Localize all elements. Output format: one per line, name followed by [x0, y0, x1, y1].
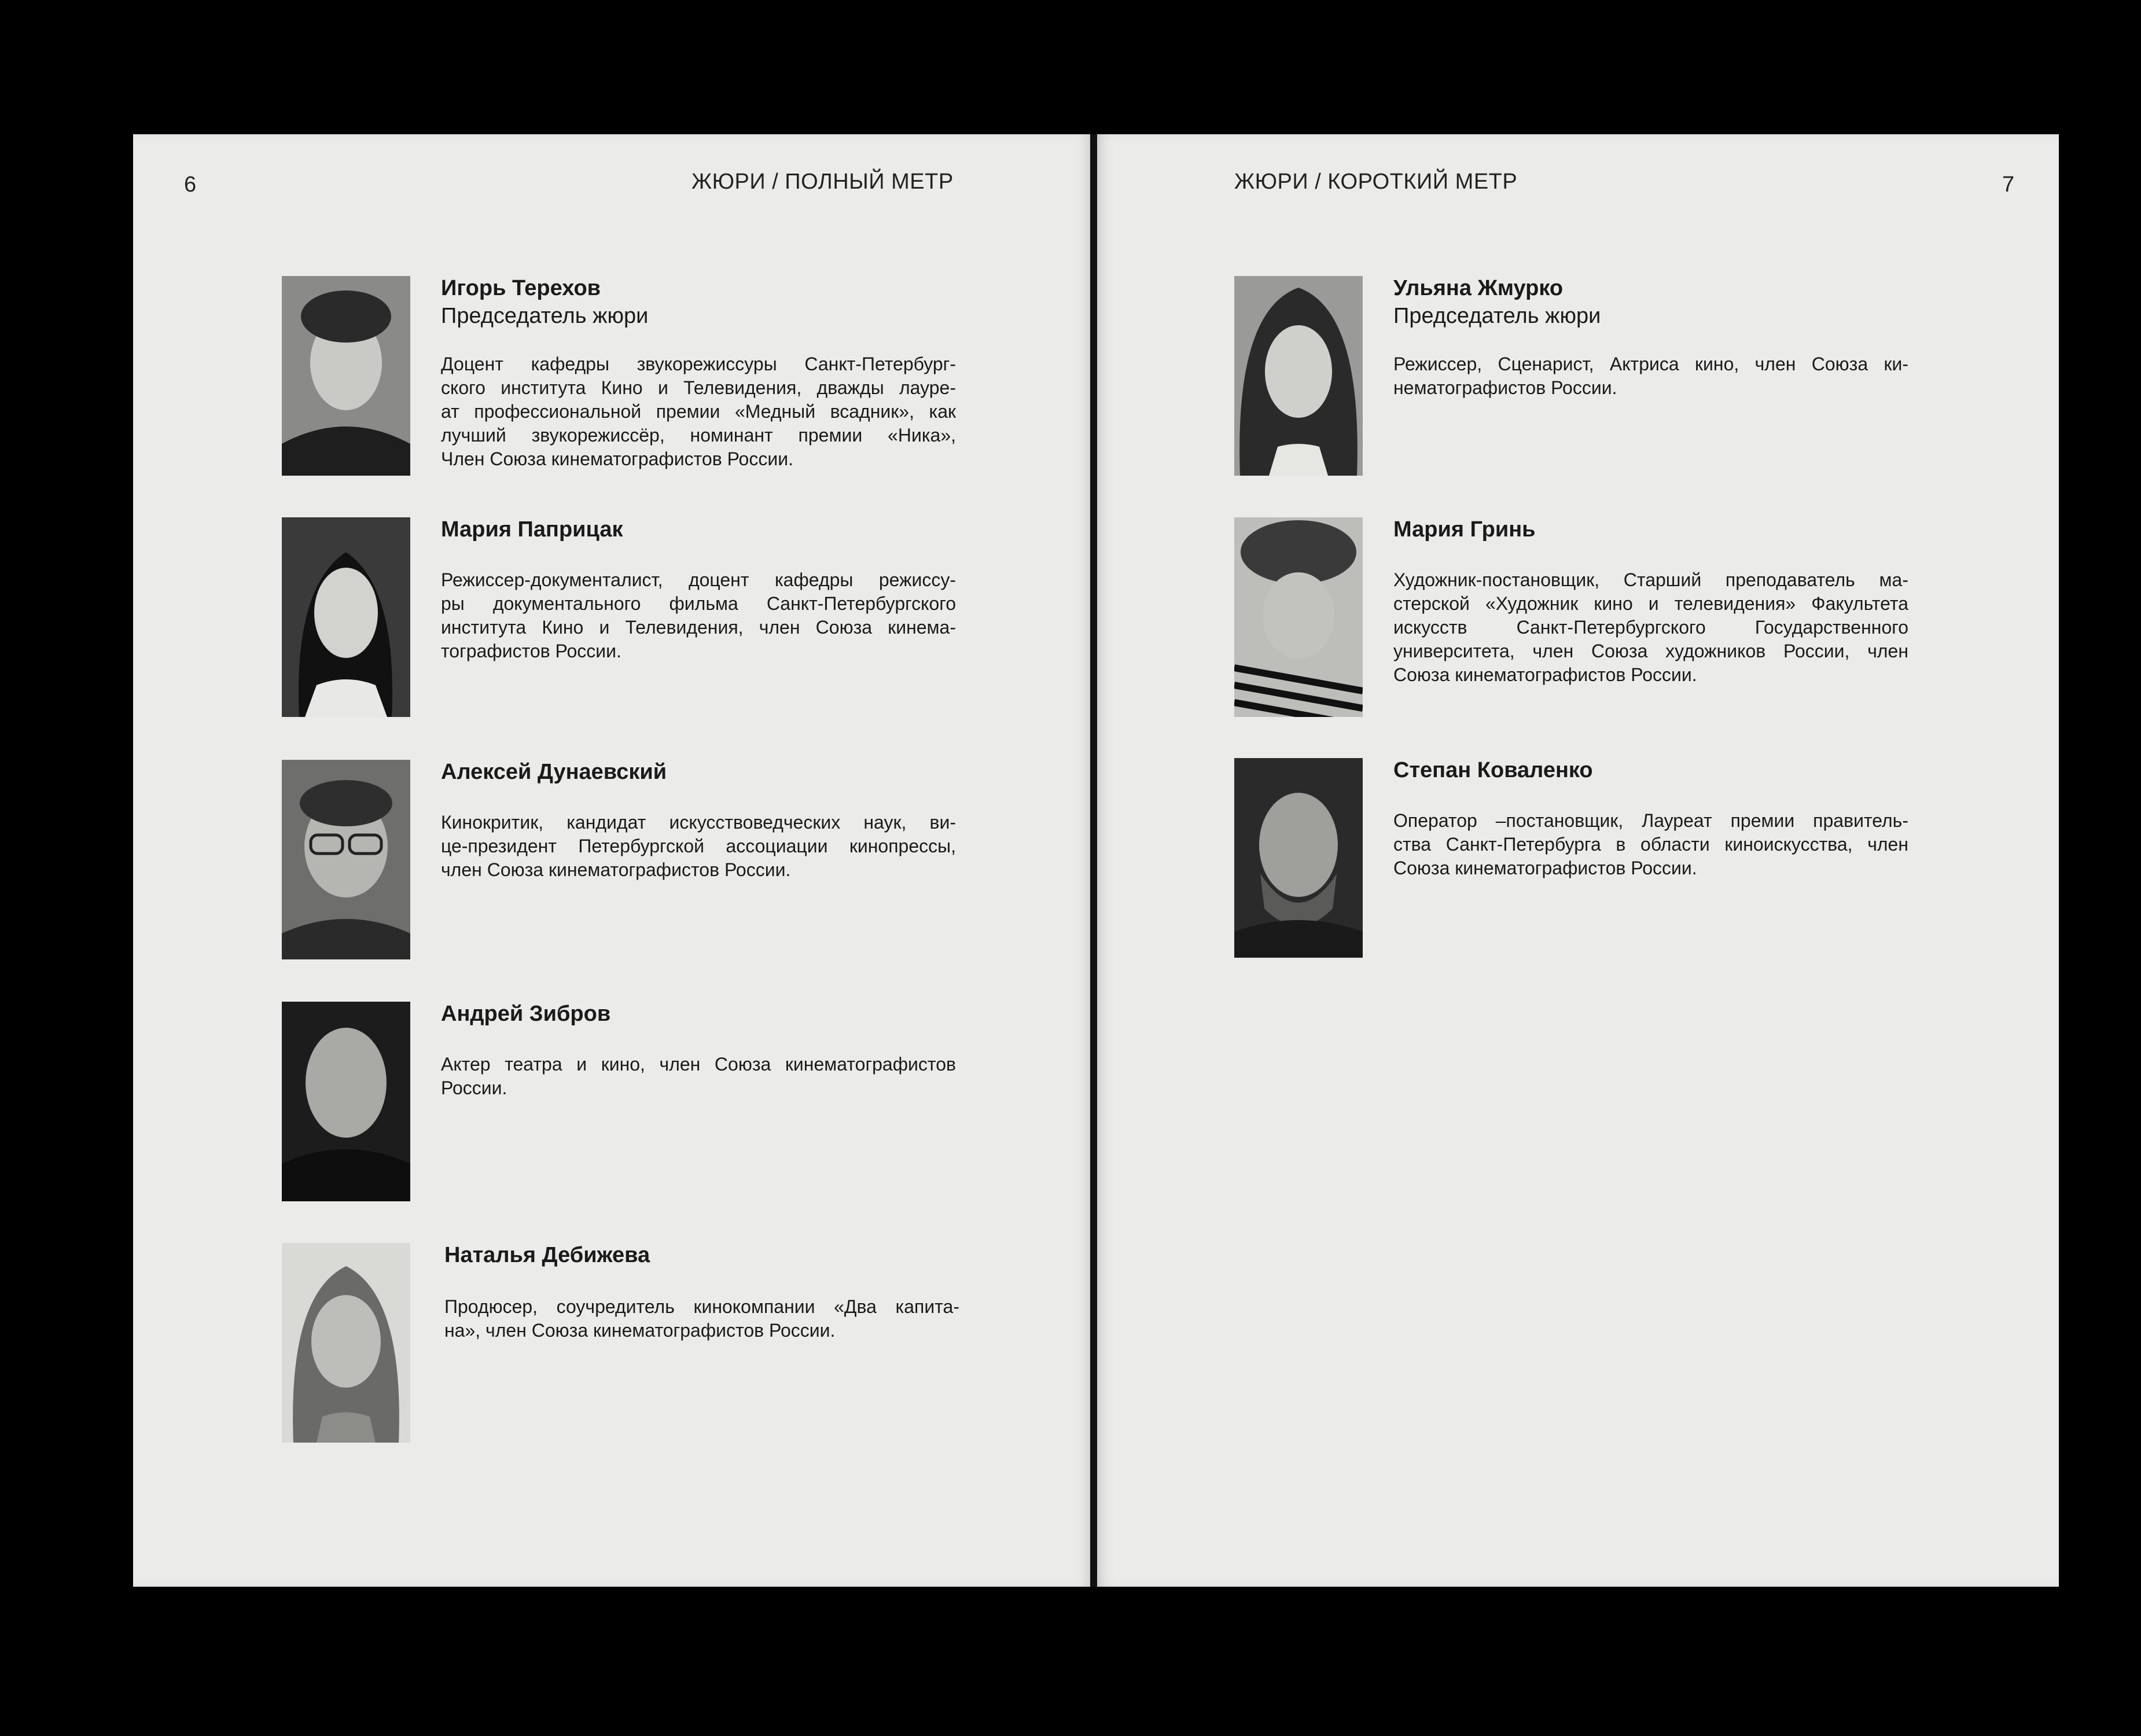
- member-bio: Продюсер, соучредитель кинокомпании «Два капита- на», член Союза кинематографистов России.: [444, 1296, 959, 1341]
- portrait-photo-icon: [282, 517, 410, 717]
- member-name: Мария Гринь: [1393, 517, 1536, 542]
- page-number-right: 7: [2002, 172, 2015, 197]
- member-bio: Режиссер, Сценарист, Актриса кино, член Союза ки- нематографистов России.: [1393, 354, 1908, 398]
- member-bio: Доцент кафедры звукорежиссуры Санкт-Петербург- ского института Кино и Телевидения, дважды лауре- ат профессиональной премии «Медный всадник», как лучший звукорежиссёр, номинант премии «Ника», Член Союза кинематографистов России.: [441, 354, 956, 469]
- portrait-photo-icon: [1234, 758, 1363, 958]
- member-bio: Художник-постановщик, Старший преподаватель ма- стерской «Художник кино и телевидения» Факультета искусств Санкт-Петербургского Государственного университета, член Союза художников России, член Союза кинематографистов России.: [1393, 569, 1908, 685]
- section-title-right: ЖЮРИ / КОРОТКИЙ МЕТР: [1234, 170, 1518, 194]
- member-bio: Режиссер-документалист, доцент кафедры режиссу- ры документального фильма Санкт-Петербургского института Кино и Телевидения, член Союза кинема- тографистов России.: [441, 569, 956, 661]
- member-role: Председатель жюри: [1393, 304, 1601, 328]
- member-name: Мария Паприцак: [441, 517, 623, 542]
- member-name: Игорь Терехов: [441, 276, 601, 300]
- member-bio: Актер театра и кино, член Союза кинематографистов России.: [441, 1054, 956, 1098]
- portrait-photo-icon: [1234, 276, 1363, 476]
- member-name: Наталья Дебижева: [444, 1243, 650, 1267]
- book-spine: [1090, 134, 1097, 1587]
- member-role: Председатель жюри: [441, 304, 649, 328]
- member-name: Ульяна Жмурко: [1393, 276, 1564, 300]
- member-name: Алексей Дунаевский: [441, 760, 667, 784]
- member-name: Степан Коваленко: [1393, 758, 1593, 782]
- member-bio: Кинокритик, кандидат искусствоведческих наук, ви- це-президент Петербургской ассоциации кинопрессы, член Союза кинематографистов России.: [441, 812, 956, 880]
- page-number-left: 6: [184, 172, 197, 197]
- portrait-photo-icon: [282, 1243, 410, 1443]
- portrait-photo-icon: [1234, 517, 1363, 717]
- portrait-photo-icon: [282, 1002, 410, 1201]
- portrait-photo-icon: [282, 276, 410, 476]
- member-name: Андрей Зибров: [441, 1002, 611, 1026]
- portrait-photo-icon: [282, 760, 410, 959]
- section-title-left: ЖЮРИ / ПОЛНЫЙ МЕТР: [691, 170, 954, 194]
- member-bio: Оператор –постановщик, Лауреат премии правитель- ства Санкт-Петербурга в области киноискусства, член Союза кинематографистов России.: [1393, 810, 1908, 878]
